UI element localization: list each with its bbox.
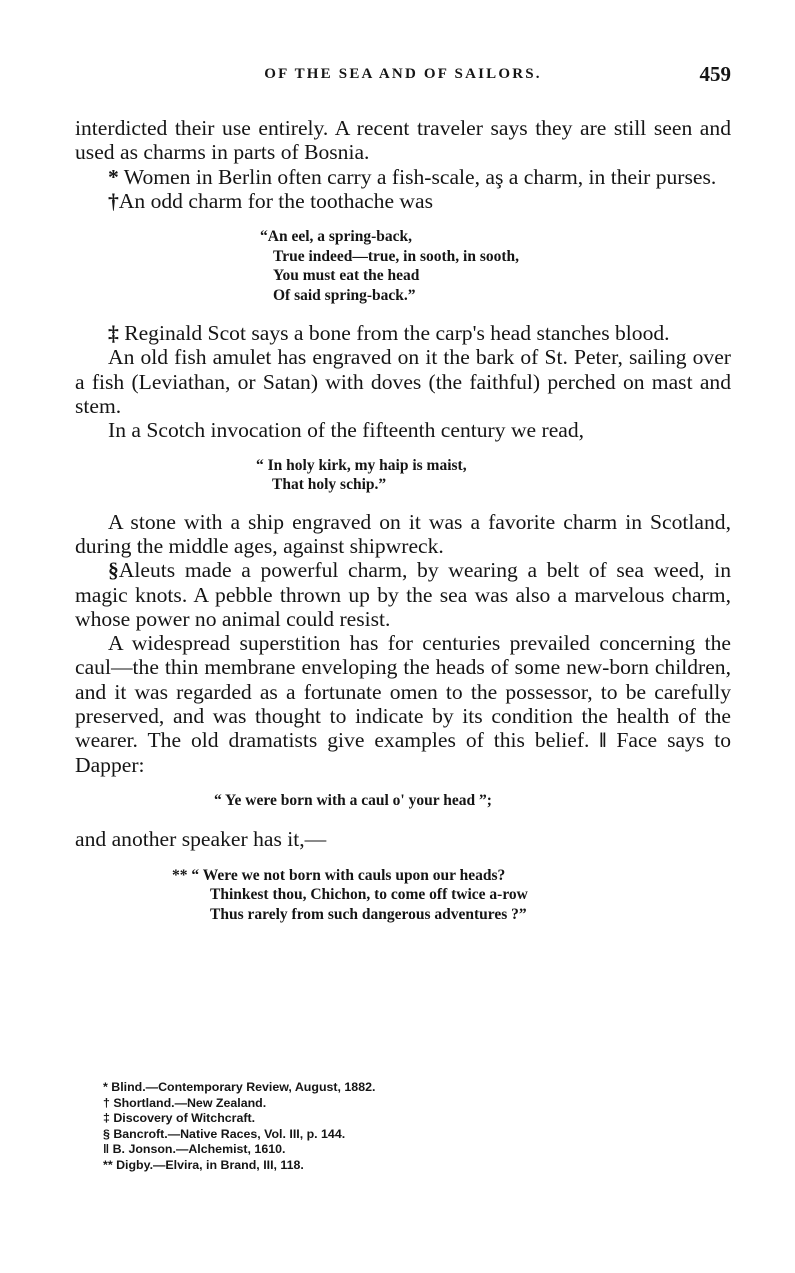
verse-line: “An eel, a spring-back,	[260, 228, 412, 246]
verse-holy-kirk	[75, 456, 731, 495]
verse-line: Thus rarely from such dangerous adventures ?”	[210, 905, 527, 923]
page-number: 459	[699, 62, 731, 86]
paragraph-text: A widespread superstition has for centuries prevailed concerning the caul—the thin membrane enveloping the heads of some new-born children, and it was regarded as a fortunate omen to the possessor, to be carefully preserved, and was thought to indicate by its condition the health of the wearer. The old dramatists give examples of this belief.	[75, 631, 731, 753]
paragraph-aleuts	[75, 558, 731, 631]
verse-line: You must eat the head	[273, 267, 420, 285]
footnote: † Shortland.—New Zealand.	[103, 1095, 267, 1110]
verse-caul	[75, 791, 731, 811]
paragraph-text: Women in Berlin often carry a fish-scale, aş a charm, in their purses.	[118, 164, 717, 189]
verse-line: “ In holy kirk, my haip is maist,	[256, 456, 467, 474]
footnote-marker: *	[108, 164, 119, 189]
verse-line-text: “ Were we not born with cauls upon our heads?	[191, 866, 506, 884]
page-header	[75, 62, 731, 90]
paragraph-reginald-scot	[75, 321, 731, 345]
verse-cauls	[75, 866, 731, 925]
paragraph-text: In a Scotch invocation of the fifteenth century we read,	[108, 418, 585, 443]
verse-line: Thinkest thou, Chichon, to come off twice a-row	[210, 886, 528, 904]
paragraph-continuation	[75, 116, 731, 165]
paragraph-text: and another speaker has it,—	[75, 827, 327, 852]
footnote-marker: **	[172, 866, 188, 884]
verse-line: “ Ye were born with a caul o' your head ”;	[214, 791, 492, 809]
paragraph-text: An odd charm for the toothache was	[118, 188, 434, 213]
paragraph-berlin	[75, 165, 731, 189]
paragraph-text: Face says to Dapper:	[75, 728, 731, 777]
paragraph-text: interdicted their use entirely. A recent traveler says they are still seen and used as charms in parts of Bosnia.	[75, 116, 731, 165]
paragraph-text: Reginald Scot says a bone from the carp's head stanches blood.	[118, 321, 670, 346]
paragraph-stone-ship	[75, 510, 731, 559]
running-head: OF THE SEA AND OF SAILORS.	[264, 66, 542, 82]
verse-line: That holy schip.”	[272, 476, 387, 494]
footnote-marker: §	[108, 558, 119, 583]
footnotes	[103, 1080, 663, 1173]
paragraph-text: Aleuts made a powerful charm, by wearing a belt of sea weed, in magic knots. A pebble thrown up by the sea was also a marvelous charm, whose power no animal could resist.	[75, 558, 731, 631]
verse-line	[172, 866, 731, 886]
footnote-marker: ‖	[599, 728, 607, 753]
paragraph-scotch-invocation	[75, 418, 731, 442]
paragraph-text: A stone with a ship engraved on it was a favorite charm in Scotland, during the middle ages, against shipwreck.	[75, 509, 731, 558]
footnote-marker: †	[108, 188, 119, 213]
footnote: ‖ B. Jonson.—Alchemist, 1610.	[103, 1142, 286, 1156]
footnote: ** Digby.—Elvira, in Brand, III, 118.	[103, 1157, 304, 1172]
paragraph-text: An old fish amulet has engraved on it the bark of St. Peter, sailing over a fish (Leviathan, or Satan) with doves (the faithful) perched on mast and stem.	[75, 345, 731, 419]
paragraph-caul	[75, 631, 731, 777]
verse-eel	[75, 227, 731, 305]
paragraph-another-speaker	[75, 827, 731, 851]
footnote: * Blind.—Contemporary Review, August, 1882.	[103, 1080, 376, 1094]
verse-line: Of said spring-back.”	[273, 286, 416, 304]
footnote: § Bancroft.—Native Races, Vol. III, p. 144.	[103, 1126, 346, 1141]
main-text	[75, 116, 731, 928]
footnote-marker: ‡	[108, 321, 119, 346]
footnote: ‡ Discovery of Witchcraft.	[103, 1111, 256, 1125]
paragraph-fish-amulet	[75, 345, 731, 418]
paragraph-toothache	[75, 189, 731, 213]
verse-line: True indeed—true, in sooth, in sooth,	[273, 247, 520, 265]
